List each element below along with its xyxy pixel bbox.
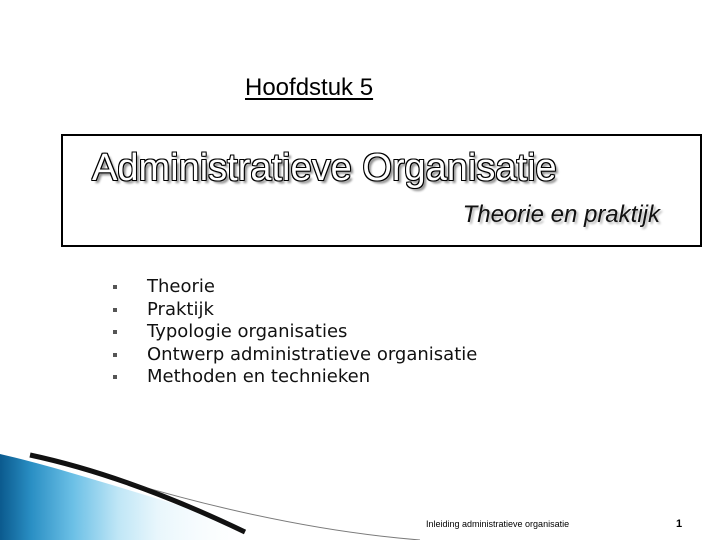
list-item: [113, 299, 477, 322]
bullet-text: Methoden en technieken: [147, 366, 371, 388]
slide-subtitle: Theorie en praktijk: [462, 201, 660, 228]
list-item: [113, 276, 477, 299]
bullet-text: Praktijk: [147, 298, 214, 320]
bullet-list: [113, 276, 477, 389]
square-bullet-icon: [113, 308, 117, 312]
square-bullet-icon: [113, 353, 117, 357]
bullet-text: Theorie: [147, 276, 215, 298]
list-item: [113, 366, 477, 389]
title-box: [61, 134, 702, 247]
chapter-label: Hoofdstuk 5: [245, 74, 374, 101]
square-bullet-icon: [113, 285, 117, 289]
swoosh-fill: [0, 454, 262, 540]
slide-title: Administratieve Organisatie: [92, 147, 557, 189]
footer-text: Inleiding administratieve organisatie: [426, 519, 570, 529]
square-bullet-icon: [113, 375, 117, 379]
list-item: [113, 321, 477, 344]
bullet-text: Ontwerp administratieve organisatie: [147, 343, 478, 365]
bullet-text: Typologie organisaties: [147, 321, 348, 343]
list-item: [113, 344, 477, 367]
decorative-swoosh: [0, 440, 720, 540]
square-bullet-icon: [113, 330, 117, 334]
page-number: 1: [676, 518, 683, 530]
